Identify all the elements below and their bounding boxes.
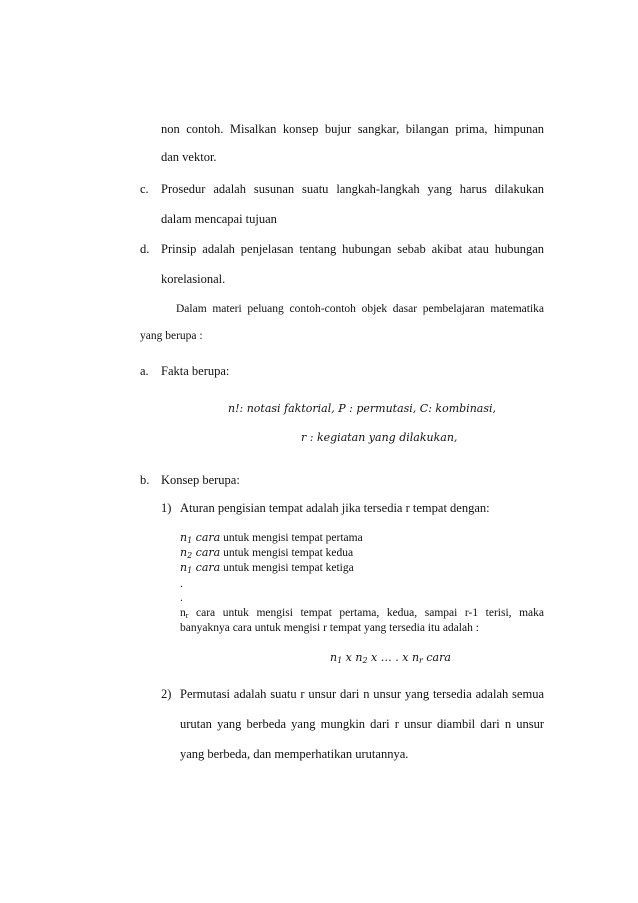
math-line: n!: notasi faktorial, P : permutasi, C: kombinasi, [228,402,496,415]
list-marker: c. [140,182,149,196]
list-marker: a. [140,364,149,378]
ellipsis-dot: . [180,578,183,590]
paragraph-line: $n_r$ cara untuk mengisi tempat pertama, kedua, sampai r-1 terisi, maka [180,607,544,620]
formula-line: $n_2$ cara untuk mengisi tempat kedua [180,546,354,560]
list-marker: b. [140,473,150,487]
paragraph-line: Prosedur adalah susunan suatu langkah-langkah yang harus dilakukan [161,182,544,196]
math-line: r : kegiatan yang dilakukan, [301,431,458,444]
paragraph-line: yang berupa : [140,330,203,342]
paragraph-line: urutan yang berbeda yang mungkin dari r unsur diambil dari n unsur [180,717,544,731]
formula-text: cara untuk mengisi tempat pertama, kedua, sampai r-1 terisi, maka [196,607,544,619]
paragraph-line: Dalam materi peluang contoh-contoh objek dasar pembelajaran matematika [176,303,544,315]
paragraph-line: yang berbeda, dan memperhatikan urutannya. [180,747,409,761]
paragraph-line: korelasional. [161,272,226,286]
paragraph-line: dan vektor. [161,150,217,164]
list-marker: 1) [161,501,172,515]
list-marker: 2) [161,687,172,701]
formula-line: $n_1$ cara untuk mengisi tempat pertama [180,531,363,545]
paragraph-line: Prinsip adalah penjelasan tentang hubungan sebab akibat atau hubungan [161,242,544,256]
paragraph-line: dalam mencapai tujuan [161,212,277,226]
formula-text: untuk mengisi tempat ketiga [223,562,354,574]
section-heading: Fakta berupa: [161,364,230,378]
paragraph-line: Permutasi adalah suatu r unsur dari n unsur yang tersedia adalah semua [180,687,544,701]
section-heading: Konsep berupa: [161,473,240,487]
formula-text: untuk mengisi tempat pertama [223,532,363,544]
paragraph-line: non contoh. Misalkan konsep bujur sangkar, bilangan prima, himpunan [161,122,544,136]
paragraph-line: banyaknya cara untuk mengisi r tempat yang tersedia itu adalah : [180,622,479,634]
formula-line: $n_1$ cara untuk mengisi tempat ketiga [180,561,354,575]
paragraph-line: Aturan pengisian tempat adalah jika tersedia r tempat dengan: [180,501,490,515]
list-marker: d. [140,242,150,256]
formula-text: untuk mengisi tempat kedua [223,547,354,559]
ellipsis-dot: . [180,592,183,604]
math-line: $n_1$ x $n_2$ x … . x $n_r$ cara [330,651,451,665]
